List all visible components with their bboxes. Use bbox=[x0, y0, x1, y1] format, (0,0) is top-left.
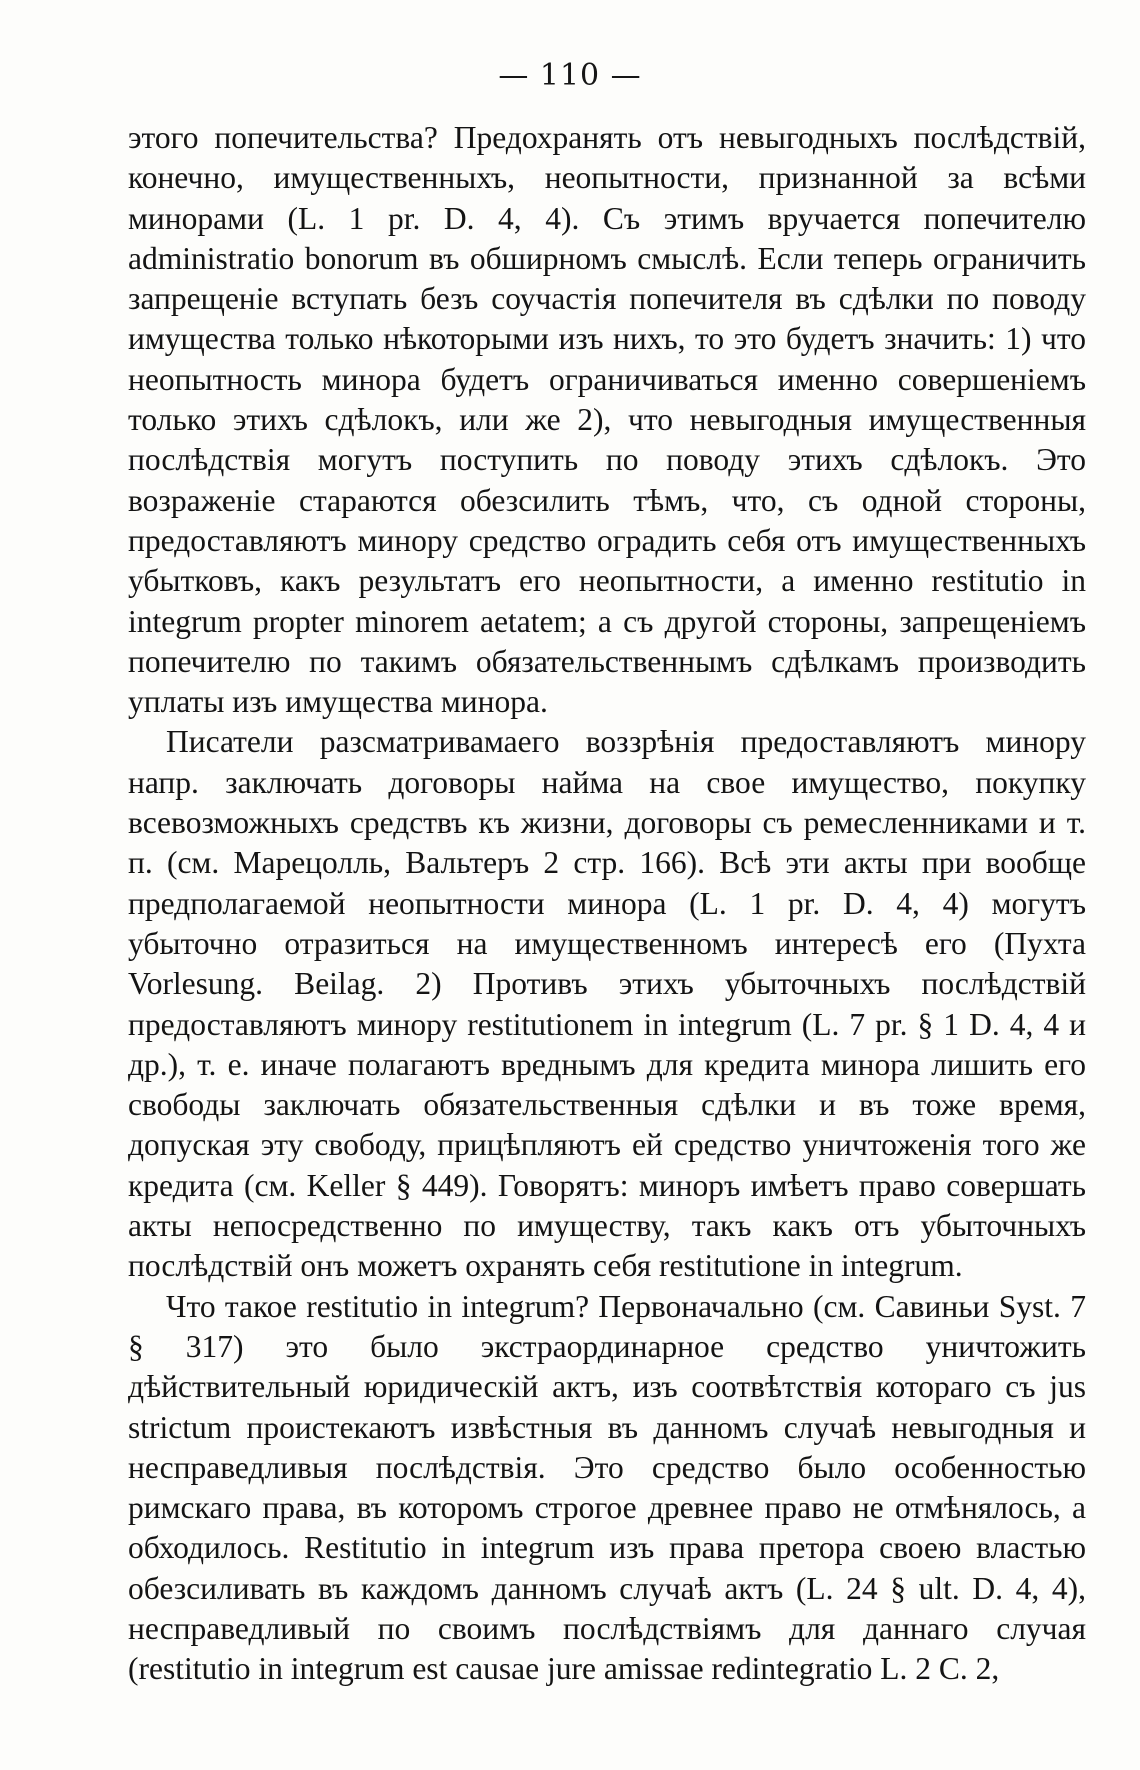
paragraph-3: Что такое restitutio in integrum? Первоначально (см. Савиньи Syst. 7 § 317) это было экстраординарное средство уничтожить дѣйствительный юридическій актъ, изъ соотвѣтствія котораго съ jus strictum проистекаютъ извѣстныя въ данномъ случаѣ невыгодныя и несправедливыя послѣдствія. Это средство было особенностью римскаго права, въ которомъ строгое древнее право не отмѣнялось, а обходилось. Restitutio in integrum изъ права претора своею властью обезсиливать въ каждомъ данномъ случаѣ актъ (L. 24 § ult. D. 4, 4), несправедливый по своимъ послѣдствіямъ для даннаго случая (restitutio in integrum est causae jure amissae redintegratio L. 2 C. 2, bbox=[128, 1288, 1086, 1687]
page-number: — 110 — bbox=[498, 58, 642, 93]
body-text bbox=[128, 118, 1086, 1690]
paragraph-1: этого попечительства? Предохранять отъ невыгодныхъ послѣдствій, конечно, имущественныхъ, неопытности, признанной за всѣми минорами (L. 1 pr. D. 4, 4). Съ этимъ вручается попечителю administratio bonorum въ обширномъ смыслѣ. Если теперь ограничить запрещеніе вступать безъ соучастія попечителя въ сдѣлки по поводу имущества только нѣкоторыми изъ нихъ, то это будетъ значить: 1) что неопытность минора будетъ ограничиваться именно совершеніемъ только этихъ сдѣлокъ, или же 2), что невыгодныя имущественныя послѣдствія могутъ поступить по поводу этихъ сдѣлокъ. Это возраженіе стараются обезсилить тѣмъ, что, съ одной стороны, предоставляютъ минору средство оградить себя отъ имущественныхъ убытковъ, какъ результатъ его неопытности, а именно restitutio in integrum propter minorem aetatem; а съ другой стороны, запрещеніемъ попечителю по такимъ обязательственнымъ сдѣлкамъ производить уплаты изъ имущества минора. bbox=[128, 120, 1086, 720]
paragraph-2: Писатели разсматривамаего воззрѣнія предоставляютъ минору напр. заключать договоры найма на свое имущество, покупку всевозможныхъ средствъ къ жизни, договоры съ ремесленниками и т. п. (см. Марецолль, Вальтеръ 2 стр. 166). Всѣ эти акты при вообще предполагаемой неопытности минора (L. 1 pr. D. 4, 4) могутъ убыточно отразиться на имущественномъ интересѣ его (Пухта Vorlesung. Beilag. 2) Противъ этихъ убыточныхъ послѣдствій предоставляютъ минору restitutionem in integrum (L. 7 pr. § 1 D. 4, 4 и др.), т. е. иначе полагаютъ вреднымъ для кредита минора лишить его свободы заключать обязательственныя сдѣлки и въ тоже время, допуская эту свободу, прицѣпляютъ ей средство уничтоженія того же кредита (см. Keller § 449). Говорятъ: миноръ имѣетъ право совершать акты непосредственно по имуществу, такъ какъ отъ убыточныхъ послѣдствій онъ можетъ охранять себя restitutione in integrum. bbox=[128, 724, 1086, 1284]
